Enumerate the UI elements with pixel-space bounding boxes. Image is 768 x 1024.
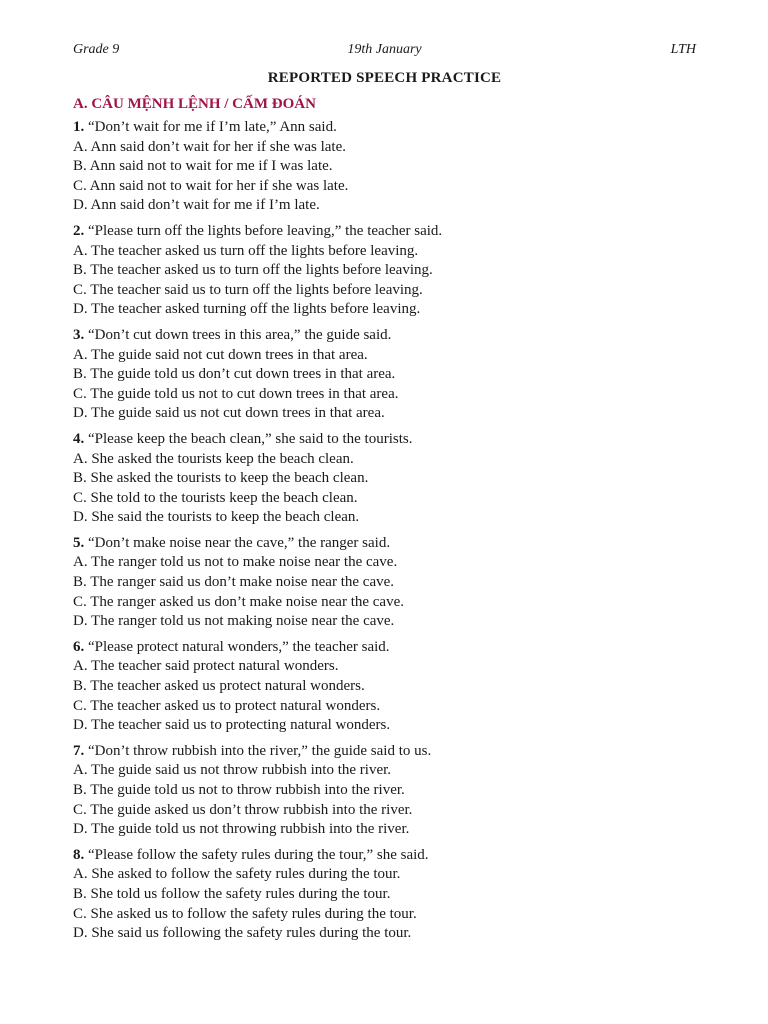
answer-option: B. The guide told us don’t cut down trees in that area.: [73, 366, 396, 383]
answer-option: A. The teacher asked us turn off the lights before leaving.: [73, 242, 419, 259]
answer-option: C. She told to the tourists keep the beach clean.: [73, 489, 358, 506]
answer-option: C. The teacher said us to turn off the lights before leaving.: [73, 281, 423, 298]
answer-option: A. The ranger told us not to make noise near the cave.: [73, 554, 398, 571]
question-stem: [73, 430, 696, 450]
question-item: [73, 222, 696, 320]
question-text: “Don’t cut down trees in this area,” the guide said.: [88, 326, 392, 343]
answer-option: D. Ann said don’t wait for me if I’m late.: [73, 197, 320, 214]
question-number: 4.: [73, 430, 85, 447]
question-stem: [73, 118, 696, 138]
answer-option: C. The guide asked us don’t throw rubbish into the river.: [73, 801, 413, 818]
question-text: “Please keep the beach clean,” she said to the tourists.: [88, 430, 413, 447]
question-stem: [73, 222, 696, 242]
answer-option: A. The guide said us not throw rubbish into the river.: [73, 762, 392, 779]
answer-option: D. The teacher said us to protecting natural wonders.: [73, 717, 391, 734]
answer-option: C. The guide told us not to cut down trees in that area.: [73, 385, 399, 402]
question-number: 7.: [73, 742, 85, 759]
question-number: 5.: [73, 534, 85, 551]
answer-option: D. The teacher asked turning off the lights before leaving.: [73, 301, 421, 318]
answer-option: C. The ranger asked us don’t make noise near the cave.: [73, 593, 404, 610]
question-text: “Don’t make noise near the cave,” the ranger said.: [88, 534, 391, 551]
question-stem: [73, 742, 696, 762]
question-list: [73, 118, 696, 944]
question-item: [73, 742, 696, 840]
answer-option: D. The ranger told us not making noise near the cave.: [73, 613, 395, 630]
header-initials: LTH: [670, 42, 696, 57]
answer-option: B. The teacher asked us to turn off the lights before leaving.: [73, 262, 433, 279]
answer-option: B. The ranger said us don’t make noise near the cave.: [73, 574, 395, 591]
answer-option: A. The guide said not cut down trees in that area.: [73, 346, 368, 363]
answer-option: A. The teacher said protect natural wonders.: [73, 658, 339, 675]
question-text: “Please follow the safety rules during the tour,” she said.: [88, 846, 429, 863]
answer-option: B. The guide told us not to throw rubbish into the river.: [73, 782, 405, 798]
question-stem: [73, 638, 696, 658]
question-number: 6.: [73, 638, 85, 655]
page-title: REPORTED SPEECH PRACTICE: [267, 70, 502, 86]
page-header: [73, 42, 696, 62]
section-heading: A. CÂU MỆNH LỆNH / CẤM ĐOÁN: [73, 96, 316, 112]
question-item: [73, 430, 696, 528]
question-item: [73, 846, 696, 944]
answer-option: B. She told us follow the safety rules during the tour.: [73, 885, 391, 902]
question-text: “Don’t wait for me if I’m late,” Ann said.: [88, 119, 337, 135]
answer-option: B. She asked the tourists to keep the beach clean.: [73, 470, 369, 487]
header-grade: Grade 9: [73, 42, 120, 57]
question-number: 1.: [73, 119, 85, 135]
question-stem: [73, 534, 696, 554]
answer-option: A. She asked the tourists keep the beach clean.: [73, 450, 354, 467]
header-date: 19th January: [347, 42, 422, 57]
answer-option: D. She said the tourists to keep the beach clean.: [73, 509, 360, 526]
question-stem: [73, 326, 696, 346]
answer-option: C. She asked us to follow the safety rules during the tour.: [73, 905, 417, 922]
answer-option: D. The guide said us not cut down trees in that area.: [73, 405, 385, 422]
answer-option: A. Ann said don’t wait for her if she was late.: [73, 138, 346, 155]
question-text: “Please protect natural wonders,” the teacher said.: [88, 638, 390, 655]
answer-option: C. Ann said not to wait for her if she was late.: [73, 177, 349, 194]
answer-option: D. She said us following the safety rules during the tour.: [73, 925, 412, 942]
question-item: [73, 638, 696, 736]
question-number: 2.: [73, 222, 85, 239]
question-number: 3.: [73, 326, 85, 343]
answer-option: D. The guide told us not throwing rubbish into the river.: [73, 821, 410, 838]
answer-option: B. Ann said not to wait for me if I was late.: [73, 158, 333, 175]
question-stem: [73, 846, 696, 866]
answer-option: A. She asked to follow the safety rules during the tour.: [73, 866, 401, 883]
question-item: [73, 326, 696, 424]
question-number: 8.: [73, 846, 85, 863]
answer-option: B. The teacher asked us protect natural wonders.: [73, 678, 365, 695]
question-item: [73, 534, 696, 632]
question-text: “Don’t throw rubbish into the river,” the guide said to us.: [88, 742, 432, 759]
answer-option: C. The teacher asked us to protect natural wonders.: [73, 697, 381, 714]
question-text: “Please turn off the lights before leaving,” the teacher said.: [88, 222, 443, 239]
question-item: [73, 118, 696, 216]
